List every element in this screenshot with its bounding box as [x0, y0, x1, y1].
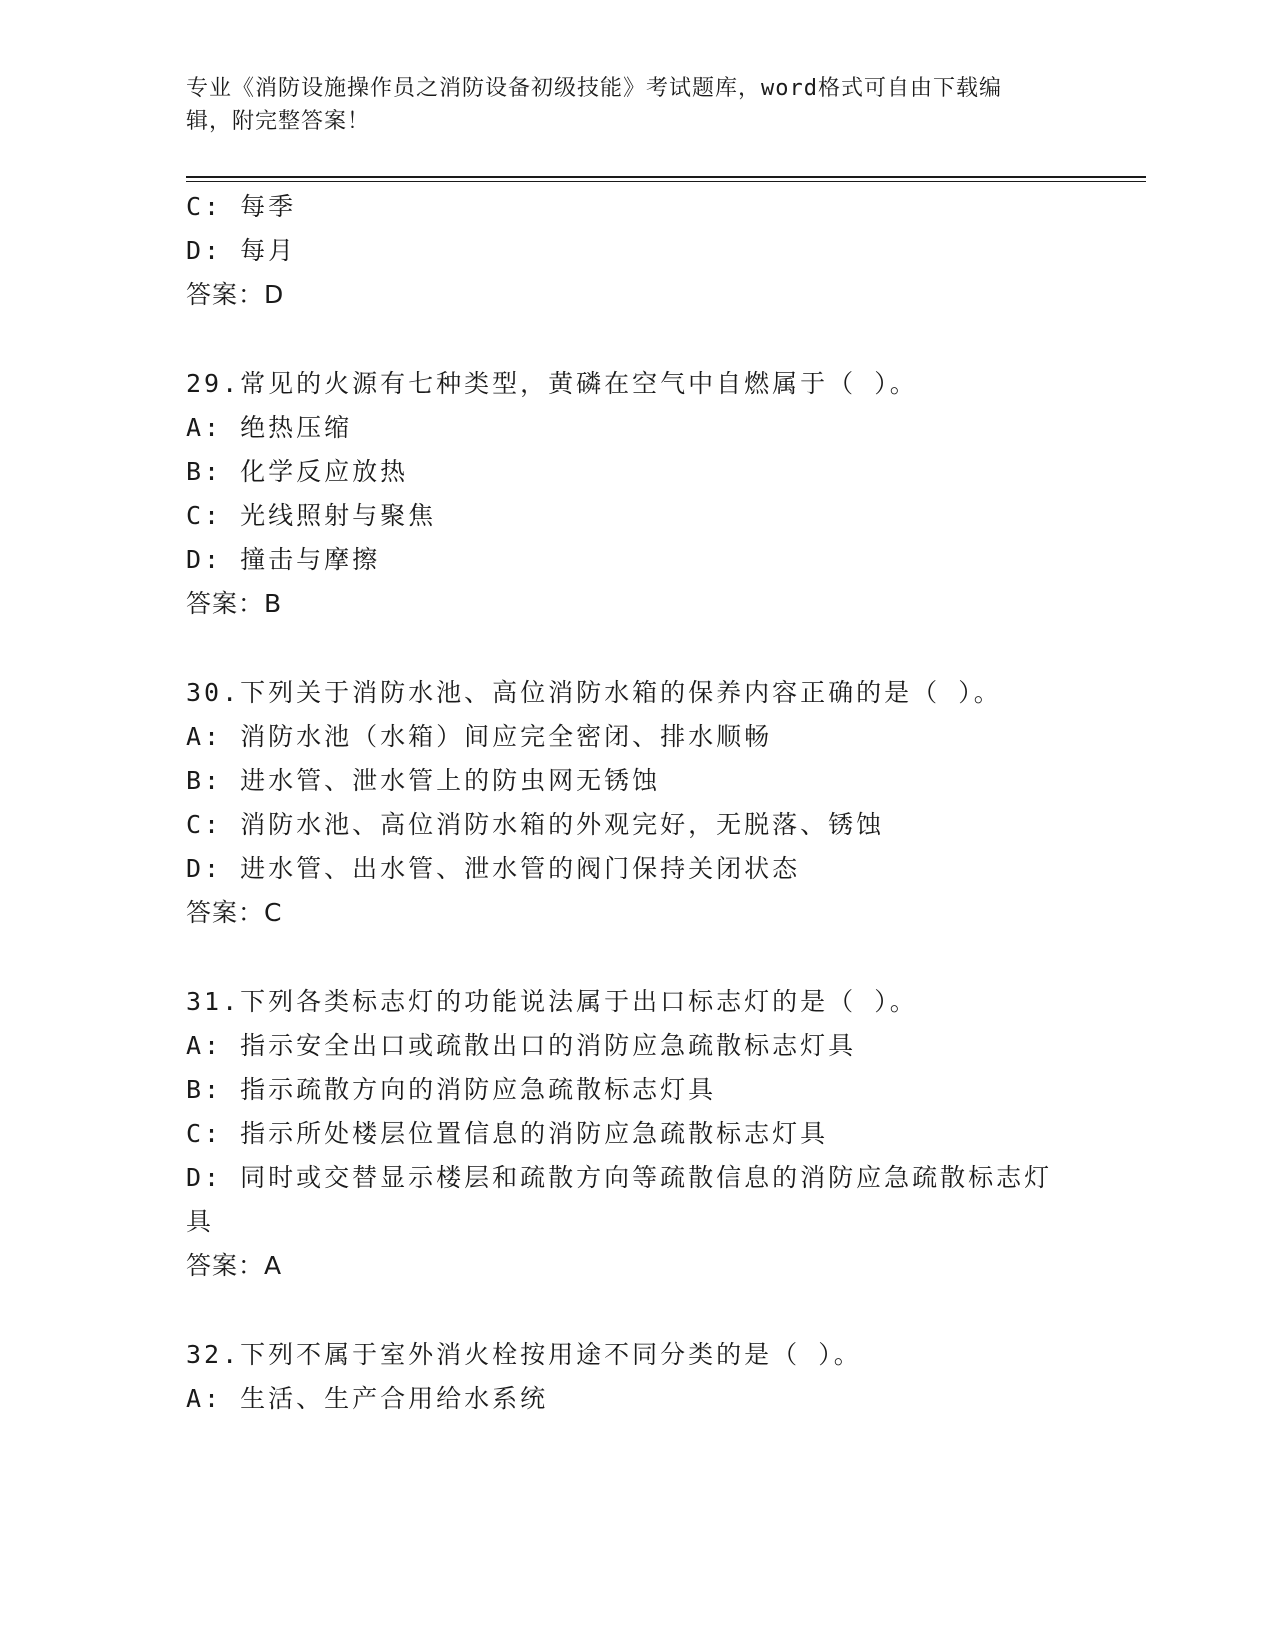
q29-option-b: B: 化学反应放热 — [186, 457, 409, 486]
q29-stem: 29.常见的火源有七种类型，黄磷在空气中自燃属于（ ）。 — [186, 369, 918, 398]
q30-option-c: C: 消防水池、高位消防水箱的外观完好，无脱落、锈蚀 — [186, 810, 885, 839]
q29-option-d: D: 撞击与摩擦 — [186, 545, 381, 574]
q29-option-a: A: 绝热压缩 — [186, 413, 353, 442]
q31-option-c: C: 指示所处楼层位置信息的消防应急疏散标志灯具 — [186, 1119, 829, 1148]
q32-option-a: A: 生活、生产合用给水系统 — [186, 1384, 549, 1413]
q31-option-d-continued: 具 — [186, 1207, 215, 1236]
q31-stem: 31.下列各类标志灯的功能说法属于出口标志灯的是（ ）。 — [186, 987, 918, 1016]
header-line-2: 辑，附完整答案！ — [186, 109, 371, 134]
q30-option-b: B: 进水管、泄水管上的防虫网无锈蚀 — [186, 766, 661, 795]
prev-answer: 答案：D — [186, 280, 285, 309]
q31-option-a: A: 指示安全出口或疏散出口的消防应急疏散标志灯具 — [186, 1031, 857, 1060]
q30-option-d: D: 进水管、出水管、泄水管的阀门保持关闭状态 — [186, 854, 801, 883]
q31-option-d: D: 同时或交替显示楼层和疏散方向等疏散信息的消防应急疏散标志灯 — [186, 1163, 1053, 1192]
q30-option-a: A: 消防水池（水箱）间应完全密闭、排水顺畅 — [186, 722, 773, 751]
q31-answer: 答案：A — [186, 1251, 283, 1280]
header-rule-thick — [186, 176, 1146, 178]
q32-stem: 32.下列不属于室外消火栓按用途不同分类的是（ ）。 — [186, 1340, 862, 1369]
q30-stem: 30.下列关于消防水池、高位消防水箱的保养内容正确的是（ ）。 — [186, 678, 1002, 707]
header-line-1: 专业《消防设施操作员之消防设备初级技能》考试题库，word格式可自由下载编 — [186, 76, 1002, 101]
header-rule-thin — [186, 181, 1146, 182]
document-header — [186, 72, 1066, 138]
prev-option-d: D: 每月 — [186, 236, 297, 265]
q31-option-b: B: 指示疏散方向的消防应急疏散标志灯具 — [186, 1075, 717, 1104]
prev-option-c: C: 每季 — [186, 192, 297, 221]
q29-answer: 答案：B — [186, 589, 283, 618]
q29-option-c: C: 光线照射与聚焦 — [186, 501, 437, 530]
q30-answer: 答案：C — [186, 898, 283, 927]
